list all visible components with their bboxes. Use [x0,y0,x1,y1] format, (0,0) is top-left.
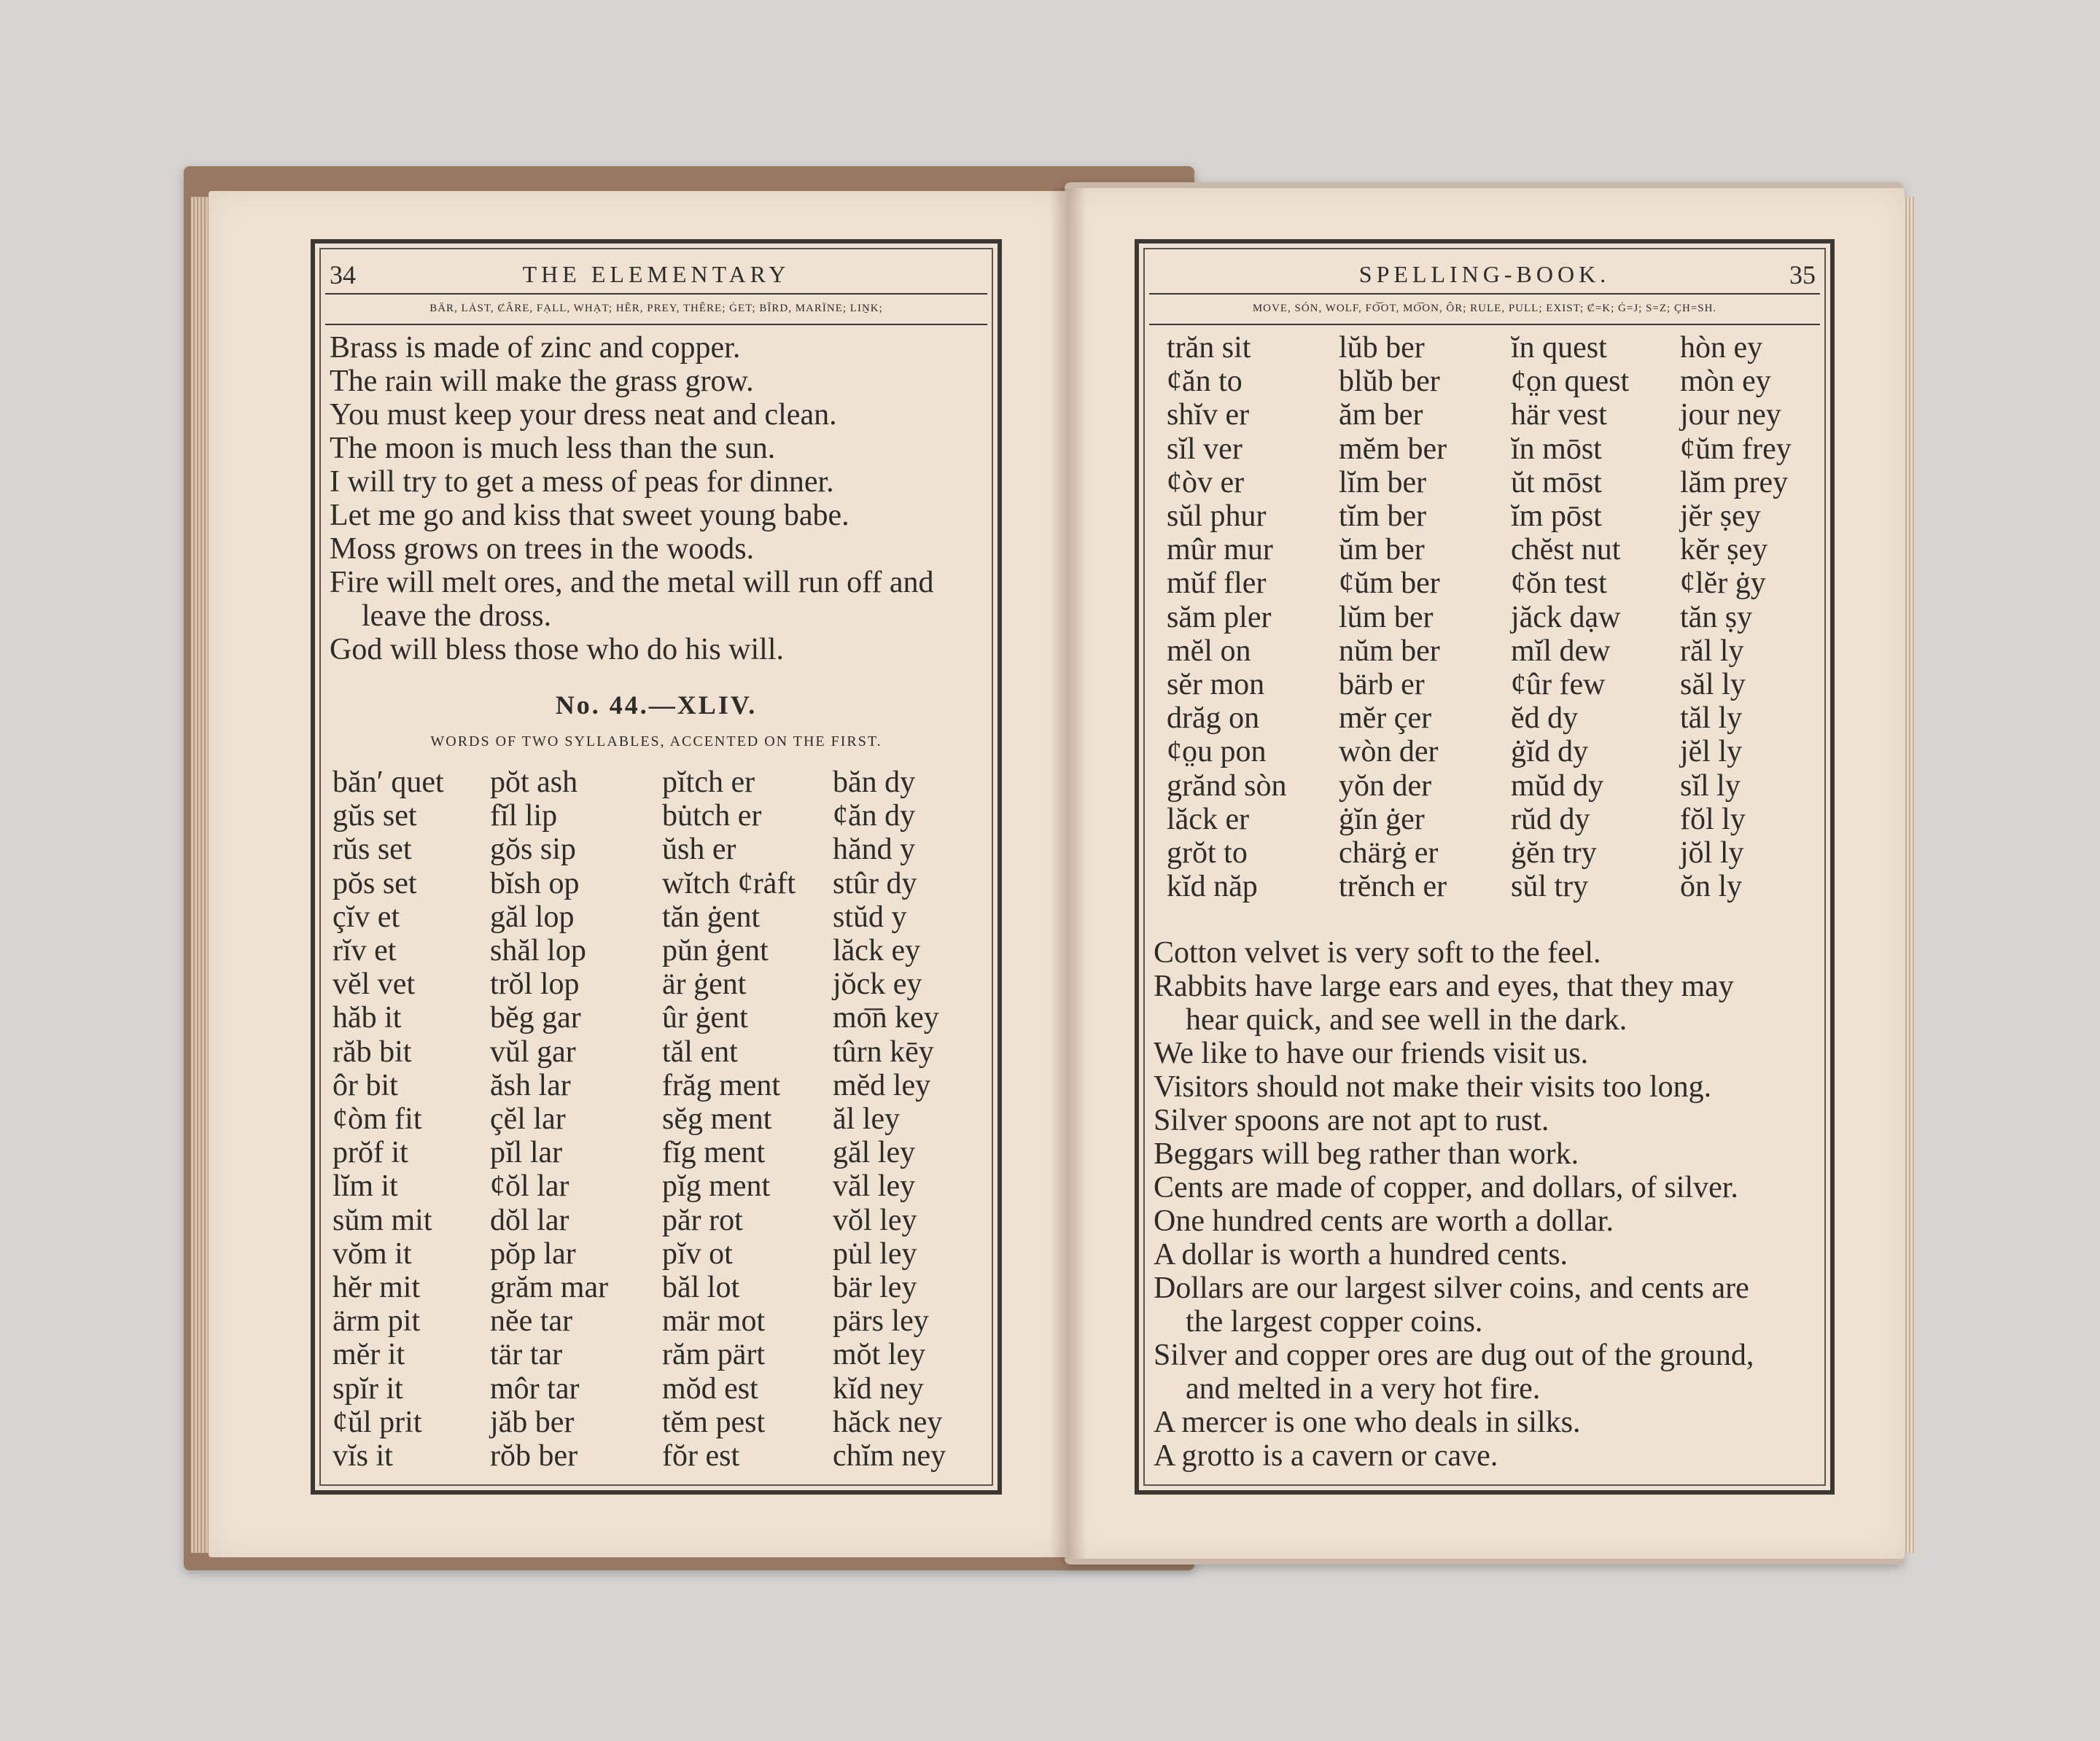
spelling-word: vŏl ley [833,1203,917,1237]
sentence-continuation: hear quick, and see well in the dark. [1186,1003,1628,1037]
spelling-word: shăl lop [490,934,586,968]
spelling-word: lăck ey [833,934,921,968]
spelling-word: hăb it [332,1001,402,1035]
spelling-word: pŏp lar [490,1236,576,1271]
sentence: Beggars will beg rather than work. [1154,1137,1579,1171]
sentence: Dollars are our largest silver coins, and cents are [1154,1271,1749,1305]
spelling-word: lŭb ber [1339,331,1425,365]
sentence: One hundred cents are worth a dollar. [1154,1204,1614,1238]
sentence: Cotton velvet is very soft to the feel. [1154,936,1601,970]
sentence: A dollar is worth a hundred cents. [1154,1238,1568,1271]
sentence: Silver spoons are not apt to rust. [1154,1104,1549,1137]
spelling-word: mŏd est [662,1371,758,1406]
spelling-word: fŏl ly [1680,802,1746,836]
spelling-word: rŭd dy [1511,802,1590,836]
spelling-word: jŏck ey [833,967,922,1002]
spelling-word: ȼŏl lar [490,1169,569,1204]
spelling-word: trŏl lop [490,967,580,1002]
spelling-word: grŏt to [1167,836,1248,870]
spelling-word: băn′ quet [332,766,444,799]
spelling-word: răl ly [1680,634,1744,668]
right-page-frame [1135,239,1835,1495]
spelling-word: vŏm it [332,1236,412,1271]
spelling-word: jăb ber [490,1405,575,1439]
sentence-continuation: and melted in a very hot fire. [1186,1372,1541,1406]
spelling-word: băl lot [662,1271,740,1305]
spelling-word: grănd sòn [1167,768,1287,803]
spelling-word: çĕl lar [490,1102,566,1137]
spelling-word: găl lop [490,900,575,934]
spelling-word: rŭs set [332,833,412,867]
spelling-word: wĭtch ȼrȧft [662,866,796,900]
spelling-word: stûr dy [833,866,917,900]
spelling-word: ȼûr few [1511,668,1606,702]
spelling-word: kĭd ney [833,1371,924,1406]
spelling-word: mĕl on [1167,634,1251,668]
spelling-word: mĭl dew [1511,634,1611,668]
spelling-word: vŭl gar [490,1035,576,1069]
spelling-word: grăm mar [490,1271,609,1305]
spelling-word: ġĭn ġer [1339,802,1425,836]
spelling-word: kĕr ṣey [1680,533,1768,567]
spelling-word: ġĕn try [1511,836,1597,870]
spelling-word: pŭn ġent [662,934,769,968]
spelling-word: pĭtch er [662,766,755,799]
running-head [325,254,987,292]
sentence: Visitors should not make their visits too long. [1154,1070,1712,1104]
spelling-word: sĕg ment [662,1102,772,1137]
spelling-word: rŏb ber [490,1439,578,1473]
sentence: A mercer is one who deals in silks. [1154,1406,1581,1439]
spelling-word: sŭm mit [332,1203,432,1237]
spelling-word: bu̇tch er [662,799,762,833]
spelling-word: bĕg gar [490,1001,581,1035]
spelling-word: ôr bit [332,1068,398,1102]
spelling-word: jĕl ly [1680,735,1743,769]
sentence: You must keep your dress neat and clean. [330,398,837,432]
spelling-word: frăg ment [662,1068,781,1102]
spelling-word: ȼòm fit [332,1102,422,1137]
spelling-word: ȼŭl prit [332,1405,422,1439]
reading-sentences [1154,936,1754,1473]
spelling-word: mĕr çer [1339,701,1432,736]
spelling-word: pĭv ot [662,1236,733,1271]
spelling-word: fĭl lip [490,799,558,833]
spelling-word: ȼăn dy [833,799,916,833]
spelling-word: mŏt ley [833,1338,926,1372]
spelling-word: gŭs set [332,799,417,833]
spelling-word: tĭm ber [1339,499,1427,534]
spelling-word: mĕd ley [833,1068,931,1102]
spelling-word: môr tar [490,1371,580,1406]
spelling-word: ŏn ly [1680,870,1743,904]
spelling-word: fĭg ment [662,1136,766,1170]
spelling-word: pu̇l ley [833,1236,917,1271]
spelling-word: trĕnch er [1339,870,1447,904]
spelling-word: tăl ly [1680,701,1743,736]
spelling-word: fŏr est [662,1439,740,1473]
spelling-word: ȼăn to [1167,365,1242,399]
spelling-word: dŏl lar [490,1203,569,1237]
spelling-word: hĕr mit [332,1271,421,1305]
book-gutter [1050,188,1086,1559]
spelling-word: yŏn der [1339,768,1432,803]
spelling-word: hăck ney [833,1405,943,1439]
spelling-word: răm pärt [662,1338,766,1372]
spelling-word: săm pler [1167,600,1272,634]
spelling-word: sĭl ver [1167,432,1242,466]
sentence: A grotto is a cavern or cave. [1154,1439,1498,1473]
spelling-word: mĕm ber [1339,432,1447,466]
page-number: 35 [1789,260,1816,289]
spelling-word: ŭsh er [662,833,736,867]
sentence: Cents are made of copper, and dollars, of silver. [1154,1171,1738,1204]
sentence: The moon is much less than the sun. [330,432,776,465]
spelling-word: săl ly [1680,668,1746,702]
spelling-word: lăm prey [1680,465,1789,499]
word-list [1167,331,1826,903]
spelling-word: blŭb ber [1339,365,1440,399]
sentence: Rabbits have large ears and eyes, that they may [1154,970,1734,1003]
spelling-word: ĭn quest [1511,331,1607,365]
sentence: The rain will make the grass grow. [330,365,754,398]
spelling-word: sŭl phur [1167,499,1267,534]
spelling-word: nĕe tar [490,1304,573,1339]
spelling-word: lĭm ber [1339,465,1427,499]
sentence: We like to have our friends visit us. [1154,1037,1589,1070]
spelling-word: gŏs sip [490,833,576,867]
spelling-word: mŭd dy [1511,768,1604,803]
spelling-word: mòn ey [1680,365,1771,399]
reading-sentences [330,331,934,666]
spelling-word: lĭm it [332,1169,398,1204]
spelling-word: pĭl lar [490,1136,563,1170]
spelling-word: găl ley [833,1136,916,1170]
left-page-frame [311,239,1002,1495]
spelling-word: ĭm pōst [1511,499,1602,534]
spelling-word: pärs ley [833,1304,929,1339]
spelling-word: lŭm ber [1339,600,1434,634]
spelling-word: kĭd năp [1167,870,1258,904]
spelling-word: ŭm ber [1339,533,1425,567]
spelling-word: här vest [1511,398,1607,432]
pronunciation-key: BÄR, LȦST, ȻÂRE, FẠLL, WHẠT; HẼR, PREY, THÊRE; ĠET; BĨRD, MARÏNE; LIṈK; [325,293,987,325]
spelling-word: jŏl ly [1680,836,1744,870]
spelling-word: ȼŏn test [1511,566,1607,601]
spelling-word: bär ley [833,1271,917,1305]
spelling-word: chĭm ney [833,1439,946,1473]
spelling-word: ăsh lar [490,1068,571,1102]
spelling-word: chärġ er [1339,836,1439,870]
spelling-word: bärb er [1339,668,1425,702]
spelling-word: ĕd dy [1511,701,1579,736]
word-list [332,766,979,1473]
spelling-word: chĕst nut [1511,533,1621,567]
spelling-word: nŭm ber [1339,634,1440,668]
spelling-word: mo͞n key [833,1001,939,1035]
spelling-word: ŭt mōst [1511,465,1602,499]
spelling-word: ăl ley [833,1102,901,1137]
spelling-word: rĭv et [332,934,397,968]
sentence: Moss grows on trees in the woods. [330,532,755,566]
spelling-word: jour ney [1680,398,1781,432]
running-head [1149,254,1820,292]
spelling-word: wòn der [1339,735,1439,769]
spelling-word: ĭn mōst [1511,432,1602,466]
sentence-continuation: the largest copper coins. [1186,1305,1483,1339]
spelling-word: tăn ṣy [1680,600,1753,634]
spelling-word: lăck er [1167,802,1250,836]
page-number: 34 [330,260,356,289]
spelling-word: är ġent [662,967,747,1002]
sentence-continuation: leave the dross. [362,599,552,633]
spelling-word: pŏs set [332,866,417,900]
spelling-word: mĕr it [332,1338,405,1372]
sentence: Silver and copper ores are dug out of the ground, [1154,1339,1754,1372]
sentence: I will try to get a mess of peas for dinner. [330,465,834,499]
spelling-word: bĭsh op [490,866,580,900]
spelling-word: mûr mur [1167,533,1273,567]
spelling-word: spĭr it [332,1371,403,1406]
spelling-word: ȼòv er [1167,465,1245,499]
spelling-word: hòn ey [1680,331,1763,365]
sentence: Let me go and kiss that sweet young babe. [330,499,849,532]
spelling-word: jĕr ṣey [1680,499,1761,534]
spelling-word: vĭs it [332,1439,393,1473]
spelling-word: drăg on [1167,701,1260,736]
spelling-word: prŏf it [332,1136,408,1170]
section-subtitle: WORDS OF TWO SYLLABLES, ACCENTED ON THE FIRST. [430,733,882,749]
spelling-word: ȼŭm frey [1680,432,1792,466]
spelling-word: văl ley [833,1169,916,1204]
spelling-word: ärm pit [332,1304,421,1339]
spelling-word: çĭv et [332,900,400,934]
spelling-word: tûrn kēy [833,1035,934,1069]
sentence: God will bless those who do his will. [330,633,785,666]
spelling-word: tăn ġent [662,900,761,934]
spelling-word: ġĭd dy [1511,735,1589,769]
sentence: Fire will melt ores, and the metal will run off and [330,566,934,599]
section-title: No. 44.—XLIV. [555,690,758,720]
spelling-word: sĭl ly [1680,768,1741,803]
spelling-word: tär tar [490,1338,563,1372]
spelling-word: ȼlĕr ġy [1680,566,1766,601]
spelling-word: shĭv er [1167,398,1250,432]
spelling-word: tĕm pest [662,1405,766,1439]
running-title: THE ELEMENTARY [522,261,790,287]
spelling-word: vĕl vet [332,967,416,1002]
sentence: Brass is made of zinc and copper. [330,331,741,365]
spelling-word: păr rot [662,1203,743,1237]
spelling-word: tăl ent [662,1035,738,1069]
spelling-word: trăn sit [1167,331,1251,365]
spelling-word: răb bit [332,1035,412,1069]
running-title: SPELLING-BOOK. [1358,261,1611,287]
spelling-word: ăm ber [1339,398,1423,432]
spelling-word: stŭd y [833,900,907,934]
pronunciation-key: MOVE, SÓN, WOLF, FO͝OT, MO͞ON, ÔR; RULE, PULL; EXIST; Ȼ=K; Ġ=J; S=Z; ÇH=SH. [1149,293,1820,325]
spelling-word: ȼŭm ber [1339,566,1440,601]
spelling-word: sŭl try [1511,870,1589,904]
spelling-word: jăck dạw [1511,600,1621,634]
spelling-word: pŏt ash [490,766,578,799]
spelling-word: ȼo̤u pon [1167,735,1267,769]
spelling-word: băn dy [833,766,916,799]
spelling-word: mŭf fler [1167,566,1267,601]
spelling-word: ûr ġent [662,1001,748,1035]
spelling-word: hănd y [833,833,916,867]
spelling-word: mär mot [662,1304,766,1339]
spelling-word: ȼo̤n quest [1511,365,1630,399]
spelling-word: sĕr mon [1167,668,1265,702]
spelling-word: pĭg ment [662,1169,771,1204]
